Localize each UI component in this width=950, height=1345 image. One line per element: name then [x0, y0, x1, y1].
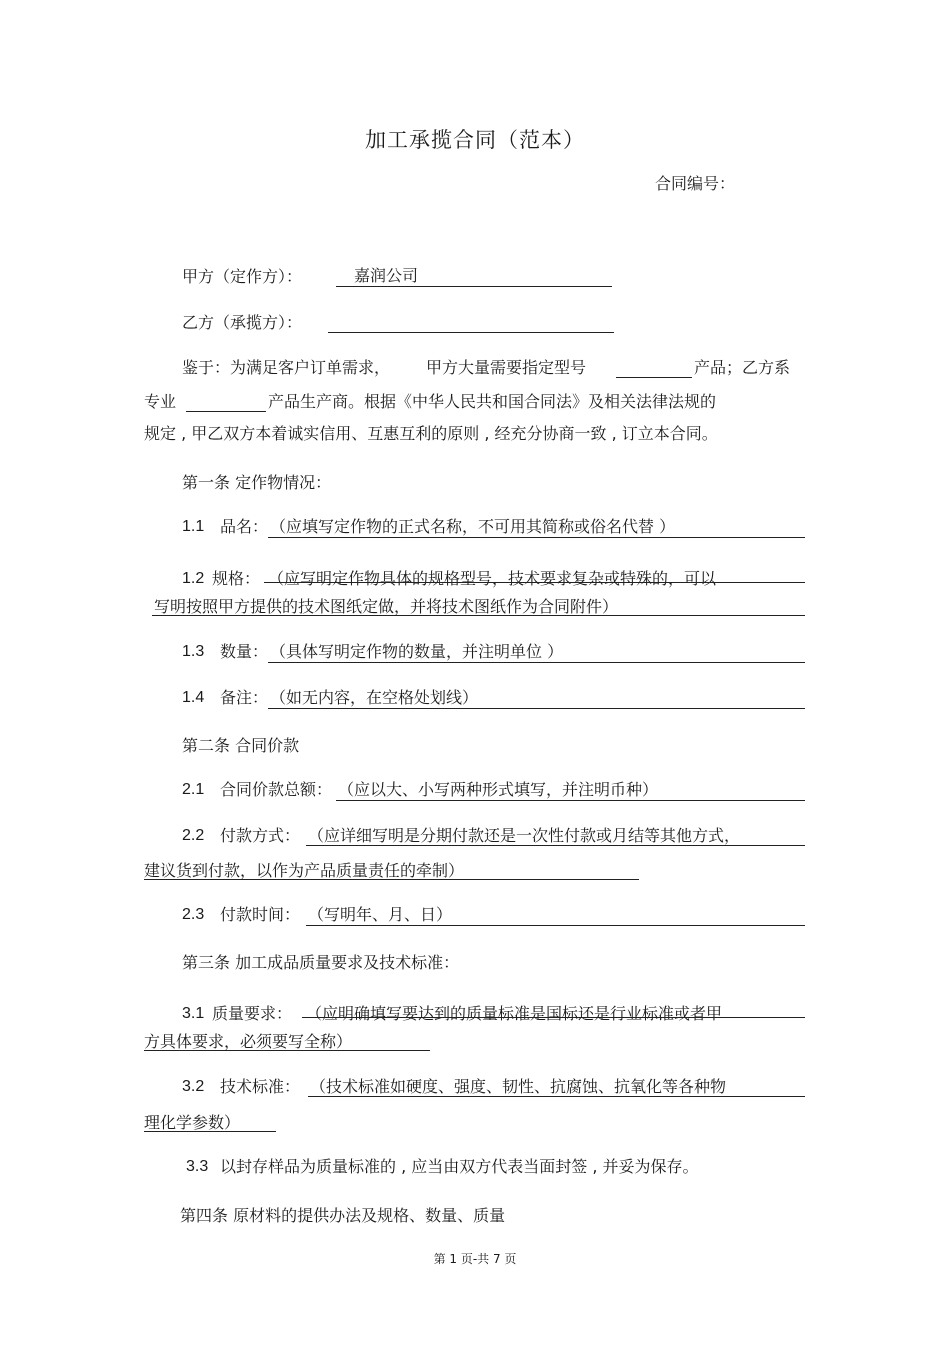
item-3-2-hint-line2: 理化学参数）: [144, 1113, 241, 1132]
item-1-2-number: 1.2: [182, 570, 205, 587]
preamble-line1-b: 甲方大量需要指定型号: [426, 358, 587, 377]
item-2-1-hint: （应以大、小写两种形式填写，并注明币种）: [338, 780, 659, 799]
item-1-3-underline: [268, 662, 805, 663]
item-2-3-label: 付款时间：: [220, 905, 301, 924]
item-2-1-number: 2.1: [182, 781, 205, 798]
item-1-4-number: 1.4: [182, 689, 205, 706]
item-1-4-label: 备注：: [220, 688, 269, 707]
item-1-2-hint-line2: 写明按照甲方提供的技术图纸定做，并将技术图纸作为合同附件）: [154, 597, 619, 616]
item-1-1-underline: [268, 537, 805, 538]
article-1-heading: 第一条 定作物情况：: [182, 473, 332, 492]
item-3-3-number: 3.3: [186, 1158, 209, 1175]
item-3-1-underline1: [302, 1017, 805, 1018]
item-1-2-hint-line1: （应写明定作物具体的规格型号，技术要求复杂或特殊的，可以: [268, 569, 717, 588]
page-number-footer: 第 1 页-共 7 页: [433, 1252, 517, 1266]
item-2-1-label: 合同价款总额：: [220, 780, 333, 799]
item-1-2-underline2: [152, 615, 805, 616]
item-2-2-underline2: [144, 879, 639, 880]
article-2-heading: 第二条 合同价款: [182, 736, 300, 755]
item-2-1-underline: [336, 800, 805, 801]
item-1-1-hint: （应填写定作物的正式名称，不可用其简称或俗名代替 ）: [270, 517, 676, 536]
item-3-1-hint-line1: （应明确填写要达到的质量标准是国标还是行业标准或者甲: [306, 1004, 723, 1023]
item-2-3-number: 2.3: [182, 906, 205, 923]
item-3-1-number: 3.1: [182, 1005, 205, 1022]
item-2-3-underline: [306, 925, 805, 926]
item-3-1-underline2: [144, 1050, 430, 1051]
item-3-2-hint-line1: （技术标准如硬度、强度、韧性、抗腐蚀、抗氧化等各种物: [310, 1077, 727, 1096]
page-title: 加工承揽合同（范本）: [365, 128, 585, 152]
item-2-2-number: 2.2: [182, 827, 205, 844]
party-b-label: 乙方（承揽方）：: [182, 313, 303, 332]
item-3-2-underline1: [308, 1096, 805, 1097]
item-1-4-underline: [268, 708, 805, 709]
item-2-2-label: 付款方式：: [220, 826, 301, 845]
item-1-4-hint: （如无内容，在空格处划线）: [270, 688, 479, 707]
article-4-heading: 第四条 原材料的提供办法及规格、数量、质量: [180, 1206, 506, 1225]
item-1-1-label: 品名：: [220, 517, 269, 536]
item-1-1-number: 1.1: [182, 518, 205, 535]
item-3-3-text: 以封存样品为质量标准的 , 应当由双方代表当面封签 , 并妥为保存。: [220, 1157, 699, 1176]
item-3-1-label: 质量要求：: [212, 1004, 293, 1023]
party-b-underline: [328, 332, 614, 333]
preamble-line1-c: 产品；乙方系: [694, 358, 791, 377]
contract-number-label: 合同编号：: [655, 174, 736, 193]
preamble-line2-a: 专业: [144, 392, 177, 411]
item-1-2-underline1: [264, 582, 805, 583]
item-1-3-number: 1.3: [182, 643, 205, 660]
item-3-2-underline2: [144, 1131, 276, 1132]
item-1-2-label: 规格：: [212, 569, 261, 588]
party-a-value: 嘉润公司: [354, 266, 419, 285]
product-blank-underline: [186, 411, 266, 412]
item-2-3-hint: （写明年、月、日）: [308, 905, 453, 924]
item-2-2-hint-line1: （应详细写明是分期付款还是一次性付款或月结等其他方式，: [308, 826, 741, 845]
item-2-2-underline1: [306, 845, 805, 846]
item-3-2-label: 技术标准：: [220, 1077, 301, 1096]
preamble-line1-a: 鉴于：为满足客户订单需求，: [182, 358, 391, 377]
preamble-line2-b: 产品生产商。根据《中华人民共和国合同法》及相关法律法规的: [268, 392, 717, 411]
model-blank-underline: [616, 377, 692, 378]
item-3-2-number: 3.2: [182, 1078, 205, 1095]
preamble-line3: 规定 , 甲乙双方本着诚实信用、互惠互利的原则 , 经充分协商一致 , 订立本合同。: [144, 424, 718, 443]
party-a-label: 甲方（定作方）：: [182, 267, 303, 286]
item-1-3-hint: （具体写明定作物的数量，并注明单位 ）: [270, 642, 564, 661]
item-2-2-hint-line2: 建议货到付款，以作为产品质量责任的牵制）: [144, 861, 465, 880]
party-a-underline: [336, 286, 612, 287]
article-3-heading: 第三条 加工成品质量要求及技术标准：: [182, 953, 460, 972]
item-1-3-label: 数量：: [220, 642, 269, 661]
item-3-1-hint-line2: 方具体要求，必须要写全称）: [144, 1032, 353, 1051]
